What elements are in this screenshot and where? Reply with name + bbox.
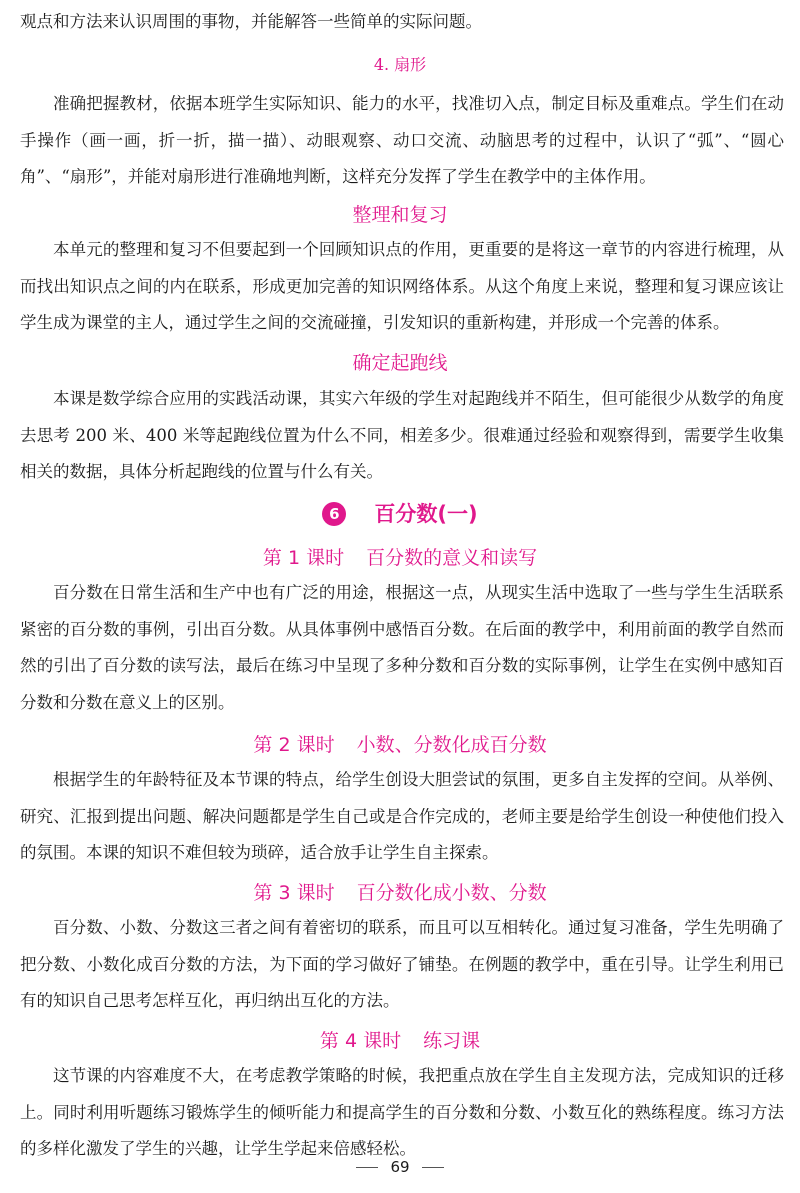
intro-paragraph-tail: 观点和方法来认识周围的事物，并能解答一些简单的实际问题。 [20, 12, 482, 31]
lesson-4-paragraph: 这节课的内容难度不大，在考虑教学策略的时候，我把重点放在学生自主发现方法，完成知识的迁移上。同时利用听题练习锻炼学生的倾听能力和提高学生的百分数和分数、小数互化的熟练程度。练习方法的多样化激发了学生的兴趣，让学生学起来倍感轻松。 [20, 1066, 784, 1158]
lesson-heading-2 [0, 730, 800, 757]
section-heading-startline: 确定起跑线 [352, 352, 448, 374]
section-heading-sector: 4. 扇形 [373, 55, 427, 74]
chapter-number-badge: 6 [322, 502, 346, 526]
chapter-title: 百分数(一) [374, 502, 478, 526]
lesson-1-paragraph: 百分数在日常生活和生产中也有广泛的用途，根据这一点，从现实生活中选取了一些与学生生活联系紧密的百分数的事例，引出百分数。从具体事例中感悟百分数。在后面的教学中，利用前面的教学自然而然的引出了百分数的读写法，最后在练习中呈现了多种分数和百分数的实际事例，让学生在实例中感知百分数和分数在意义上的区别。 [20, 583, 784, 712]
lesson-label: 第 2 课时 [253, 734, 335, 756]
page-number: 69 [390, 1158, 410, 1176]
lesson-label: 第 3 课时 [253, 882, 335, 904]
lesson-heading-4 [0, 1026, 800, 1053]
review-paragraph: 本单元的整理和复习不但要起到一个回顾知识点的作用，更重要的是将这一章节的内容进行梳理，从而找出知识点之间的内在联系，形成更加完善的知识网络体系。从这个角度上来说，整理和复习课应该让学生成为课堂的主人，通过学生之间的交流碰撞，引发知识的重新构建，并形成一个完善的体系。 [20, 240, 784, 332]
footer-rule-left [356, 1167, 378, 1168]
chapter-heading [0, 498, 800, 528]
lesson-title: 练习课 [423, 1030, 481, 1052]
footer-rule-right [422, 1167, 444, 1168]
startline-paragraph: 本课是数学综合应用的实践活动课，其实六年级的学生对起跑线并不陌生，但可能很少从数学的角度去思考 200 米、400 米等起跑线位置为什么不同，相差多少。很难通过经验和观察得到，需要学生收集相关的数据，具体分析起跑线的位置与什么有关。 [20, 389, 784, 481]
page-footer [0, 1158, 800, 1176]
lesson-label: 第 4 课时 [319, 1030, 402, 1052]
lesson-2-paragraph: 根据学生的年龄特征及本节课的特点，给学生创设大胆尝试的氛围，更多自主发挥的空间。从举例、研究、汇报到提出问题、解决问题都是学生自己或是合作完成的，老师主要是给学生创设一种使他们投入的氛围。本课的知识不难但较为琐碎，适合放手让学生自主探索。 [20, 770, 784, 862]
section-heading-review: 整理和复习 [352, 204, 448, 226]
lesson-heading-3 [0, 878, 800, 905]
lesson-label: 第 1 课时 [262, 547, 345, 569]
sector-paragraph: 准确把握教材，依据本班学生实际知识、能力的水平，找准切入点，制定目标及重难点。学生们在动手操作（画一画，折一折，描一描）、动眼观察、动口交流、动脑思考的过程中，认识了“弧”、“圆心角”、“扇形”，并能对扇形进行准确地判断，这样充分发挥了学生在教学中的主体作用。 [20, 94, 784, 186]
lesson-heading-1 [0, 543, 800, 570]
lesson-3-paragraph: 百分数、小数、分数这三者之间有着密切的联系，而且可以互相转化。通过复习准备，学生先明确了把分数、小数化成百分数的方法，为下面的学习做好了铺垫。在例题的教学中，重在引导。让学生利用已有的知识自己思考怎样互化，再归纳出互化的方法。 [20, 918, 784, 1010]
lesson-title: 百分数的意义和读写 [366, 547, 538, 569]
lesson-title: 百分数化成小数、分数 [356, 882, 547, 904]
lesson-title: 小数、分数化成百分数 [356, 734, 547, 756]
